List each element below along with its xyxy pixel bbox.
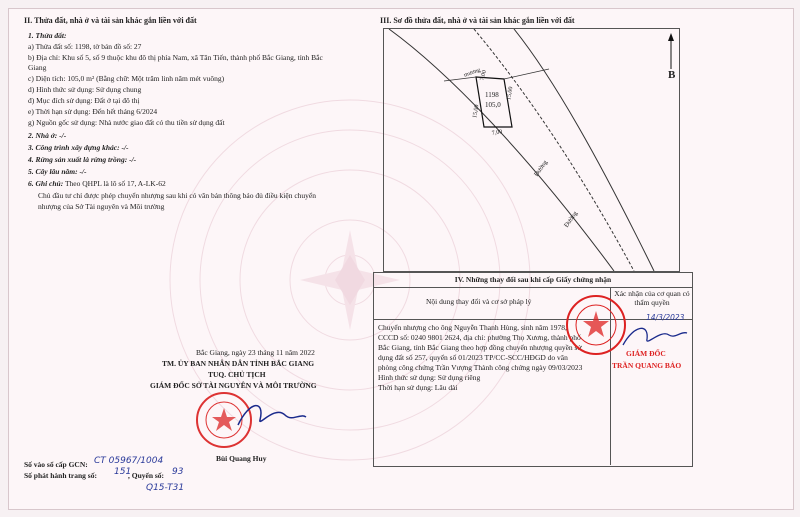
section-iii-title: III. Sơ đồ thửa đất, nhà ở và tài sản khác gắn liền với đất bbox=[380, 16, 575, 25]
change-line-3: Bắc Giang, tỉnh Bắc Giang theo hợp đồng chuyển nhượng quyền sử bbox=[378, 343, 582, 352]
book-vol-label: , Quyển số: bbox=[128, 471, 165, 480]
construction-line: 3. Công trình xây dựng khác: -/- bbox=[28, 143, 129, 152]
change-line-1: Chuyển nhượng cho ông Nguyễn Thanh Hùng, sinh năm 1978, bbox=[378, 323, 567, 332]
confirm-name: TRẦN QUANG BẢO bbox=[612, 361, 682, 370]
place-date: Bắc Giang, ngày 23 tháng 11 năm 2022 bbox=[196, 348, 315, 357]
map-dim-bottom: 7,00 bbox=[491, 129, 503, 137]
land-address-cont: Giang bbox=[28, 63, 47, 72]
land-origin: g) Nguồn gốc sử dụng: Nhà nước giao đất có thu tiền sử dụng đất bbox=[28, 118, 225, 127]
land-area: c) Diện tích: 105,0 m² (Bằng chữ: Một trăm linh năm mét vuông) bbox=[28, 74, 225, 83]
change-line-4: dụng đất số 257, quyển số 01/2023 TP/CC-SCC/HĐGD do văn bbox=[378, 353, 568, 362]
official-seal-right bbox=[566, 295, 626, 355]
forest-line: 4. Rừng sản xuất là rừng trồng: -/- bbox=[28, 155, 137, 164]
org-line-2: TUQ. CHỦ TỊCH bbox=[208, 370, 266, 379]
map-dim-top: 7,00 bbox=[479, 69, 489, 82]
notes-text-1: Chủ đầu tư chỉ được phép chuyển nhượng sau khi có văn bản thông báo đủ điều kiện chuyển bbox=[38, 191, 316, 200]
map-road-1: Đường bbox=[533, 159, 550, 178]
change-line-5: phòng công chứng Trần Vượng Thành công chứng ngày 09/03/2023 bbox=[378, 363, 583, 372]
parcel-map-drawing bbox=[384, 29, 679, 271]
cert-no-value: CT 05967/1004 bbox=[94, 456, 164, 466]
book-vol-value: 93 bbox=[172, 467, 184, 477]
map-road-2: Đường bbox=[563, 210, 580, 229]
map-neighbor-label: mương bbox=[463, 67, 482, 79]
signer-name: Bùi Quang Huy bbox=[216, 454, 267, 463]
land-parcel-number: a) Thửa đất số: 1198, tờ bản đồ số: 27 bbox=[28, 42, 142, 51]
land-usage-purpose: đ) Mục đích sử dụng: Đất ở tại đô thị bbox=[28, 96, 140, 105]
notes-value: Theo QHPL là lô số 17, A-LK-62 bbox=[64, 179, 166, 188]
changes-col-content: Nội dung thay đổi và cơ sở pháp lý bbox=[426, 297, 532, 306]
signature-left bbox=[230, 395, 310, 435]
notes-line bbox=[28, 179, 166, 188]
book-page-value: 151 bbox=[114, 467, 132, 477]
trees-line: 5. Cây lâu năm: -/- bbox=[28, 167, 87, 176]
seal-star-icon bbox=[568, 297, 624, 353]
land-address: b) Địa chỉ: Khu số 5, số 9 thuộc khu đô thị phía Nam, xã Tân Tiến, thành phố Bắc Giang, tỉnh Bắc bbox=[28, 53, 323, 62]
house-line: 2. Nhà ở: -/- bbox=[28, 131, 67, 140]
handwritten-code: Q15-T31 bbox=[146, 483, 185, 493]
land-usage-form: d) Hình thức sử dụng: Sử dụng chung bbox=[28, 85, 142, 94]
notes-heading: 6. Ghi chú: bbox=[28, 179, 64, 188]
map-north-label: B bbox=[668, 69, 676, 81]
map-dim-right: 15,00 bbox=[506, 86, 515, 101]
org-line-1: TM. ỦY BAN NHÂN DÂN TỈNH BẮC GIANG bbox=[162, 359, 315, 368]
map-parcel-area: 105,0 bbox=[485, 101, 501, 109]
land-usage-term: e) Thời hạn sử dụng: Đến hết tháng 6/2024 bbox=[28, 107, 158, 116]
changes-table bbox=[373, 272, 693, 467]
confirm-date: 14/3/2023 bbox=[646, 313, 685, 322]
notes-text-2: nhượng của Sở Tài nguyên và Môi trường bbox=[38, 202, 165, 211]
section-ii-title: II. Thửa đất, nhà ở và tài sản khác gắn liền với đất bbox=[24, 16, 197, 25]
change-line-2: CCCD số: 0240 9801 2624, địa chỉ: phường Thọ Xương, thành phố bbox=[378, 333, 581, 342]
changes-title: IV. Những thay đổi sau khi cấp Giấy chứng nhận bbox=[374, 273, 692, 288]
change-line-7: Thời hạn sử dụng: Lâu dài bbox=[378, 383, 458, 392]
parcel-map bbox=[383, 28, 680, 272]
cert-no-label: Số vào sổ cấp GCN: bbox=[24, 460, 88, 469]
map-dim-left: 15,00 bbox=[472, 104, 481, 119]
changes-col-confirm: Xác nhận của cơ quan có thẩm quyền bbox=[614, 289, 690, 307]
land-heading: 1. Thửa đất: bbox=[28, 31, 67, 40]
org-line-3: GIÁM ĐỐC SỞ TÀI NGUYÊN VÀ MÔI TRƯỜNG bbox=[150, 381, 317, 390]
confirm-title: GIÁM ĐỐC bbox=[626, 349, 666, 358]
book-label: Số phát hành trang số: bbox=[24, 471, 97, 480]
signature-right bbox=[619, 321, 689, 351]
change-line-6: Hình thức sử dụng: Sử dụng riêng bbox=[378, 373, 481, 382]
map-parcel-no: 1198 bbox=[485, 91, 499, 99]
